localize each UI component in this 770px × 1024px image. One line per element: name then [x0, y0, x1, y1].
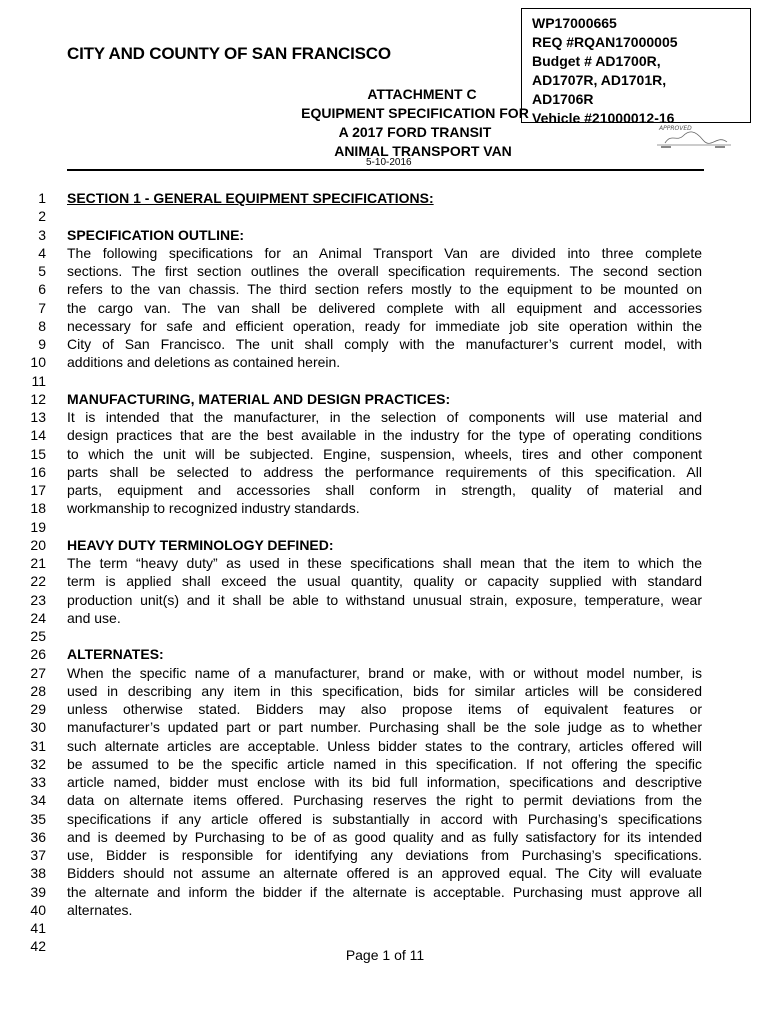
document-line: [0, 353, 770, 371]
budget-line-2: AD1707R, AD1701R,: [532, 72, 667, 88]
line-number: 33: [30, 774, 46, 790]
budget-line-1: Budget # AD1700R,: [532, 53, 661, 69]
budget-line-3: AD1706R: [532, 91, 594, 107]
line-text: production unit(s) and it shall be able to withstand unusual strain, exposure, temperature, wear: [67, 591, 702, 608]
document-date: 5-10-2016: [366, 157, 412, 168]
line-number: 6: [38, 281, 46, 298]
section-heading: MANUFACTURING, MATERIAL AND DESIGN PRACTICES:: [67, 390, 451, 407]
document-line: [0, 700, 770, 718]
line-number: 15: [30, 445, 46, 462]
line-text: It is intended that the manufacturer, in the selection of components will use material and: [67, 409, 702, 425]
document-line: [0, 372, 770, 390]
document-title: [230, 85, 600, 161]
line-text: When the specific name of a manufacturer, brand or make, with or without model number, is: [67, 664, 702, 681]
line-number: 36: [30, 828, 46, 845]
document-line: [0, 810, 770, 828]
document-line: [0, 901, 770, 919]
document-line: [0, 207, 770, 225]
line-text: workmanship to recognized industry standards.: [67, 500, 360, 517]
line-number: 19: [30, 518, 46, 535]
document-line: [0, 390, 770, 408]
line-number: 5: [38, 263, 46, 279]
document-line: [0, 627, 770, 645]
work-order-number: WP17000665: [532, 15, 617, 31]
line-text: use, Bidder is responsible for identifying any deviations from Purchasing’s specifications.: [67, 847, 702, 863]
document-line: [0, 791, 770, 809]
line-number: 26: [30, 646, 46, 663]
section-heading: SECTION 1 - GENERAL EQUIPMENT SPECIFICATIONS:: [67, 190, 434, 206]
line-number: 11: [31, 372, 46, 389]
line-number: 27: [30, 664, 46, 681]
line-number: 24: [30, 609, 46, 626]
page-number: Page 1 of 11: [345, 947, 425, 963]
approval-stamp-label: APPROVED: [659, 125, 692, 132]
document-line: [0, 335, 770, 353]
document-line: [0, 481, 770, 499]
document-line: [0, 426, 770, 444]
organization-name: CITY AND COUNTY OF SAN FRANCISCO: [67, 44, 391, 63]
line-number: 23: [30, 591, 46, 608]
section-heading: ALTERNATES:: [67, 646, 164, 663]
line-number: 28: [30, 682, 46, 699]
line-text: necessary for safe and efficient operation, ready for immediate job site operation within the: [67, 317, 702, 334]
line-number: 29: [30, 701, 46, 717]
line-number: 42: [30, 938, 46, 955]
line-text: refers to the van chassis. The third section refers mostly to the equipment to be mounted on: [67, 281, 702, 298]
document-line: [0, 755, 770, 773]
document-line: [0, 226, 770, 244]
requisition-number: REQ #RQAN17000005: [532, 34, 678, 50]
line-number: 20: [30, 536, 46, 553]
document-line: [0, 536, 770, 554]
line-number: 9: [38, 336, 46, 352]
document-line: [0, 664, 770, 682]
title-line-3: A 2017 FORD TRANSIT: [338, 124, 492, 140]
line-number: 10: [30, 354, 46, 371]
vehicle-number: Vehicle #21000012-16: [532, 110, 675, 126]
line-number: 3: [38, 226, 46, 243]
line-number: 25: [30, 628, 46, 644]
line-number: 31: [30, 737, 46, 754]
document-line: [0, 645, 770, 663]
line-number: 7: [38, 299, 46, 316]
document-line: [0, 609, 770, 627]
document-line: [0, 718, 770, 736]
line-number: 32: [30, 755, 46, 772]
document-line: [0, 682, 770, 700]
document-line: [0, 408, 770, 426]
line-text: Bidders should not assume an alternate offered is an approved equal. The City will evaluate: [67, 865, 702, 882]
document-line: [0, 737, 770, 755]
title-line-1: ATTACHMENT C: [367, 86, 477, 102]
document-line: [0, 591, 770, 609]
line-number: 34: [30, 792, 46, 809]
line-number: 1: [38, 190, 46, 206]
line-number: 30: [30, 719, 46, 736]
section-heading: SPECIFICATION OUTLINE:: [67, 226, 245, 243]
line-number: 14: [30, 427, 46, 444]
document-line: [0, 828, 770, 846]
line-text: manufacturer’s updated part or part number. Purchasing shall be the sole judge as to whether: [67, 719, 702, 736]
line-number: 40: [30, 901, 46, 918]
line-text: parts, equipment and accessories shall conform in strength, quality of material and: [67, 482, 702, 498]
line-number: 2: [38, 208, 46, 225]
document-line: [0, 262, 770, 280]
document-line: [0, 883, 770, 901]
document-line: [0, 189, 770, 207]
line-text: additions and deletions as contained herein.: [67, 354, 341, 371]
document-line: [0, 244, 770, 262]
header-divider: [67, 169, 704, 171]
line-number: 17: [30, 482, 46, 498]
line-text: sections. The first section outlines the overall specification requirements. The second section: [67, 263, 702, 279]
line-number: 41: [30, 920, 46, 936]
line-text: term is applied shall exceed the usual quantity, quality or capacity supplied with standard: [67, 573, 702, 590]
line-text: be assumed to be the specific article named in this specification. If not offering the specific: [67, 755, 702, 772]
document-line: [0, 572, 770, 590]
document-line: [0, 280, 770, 298]
line-number: 8: [38, 317, 46, 334]
line-text: article named, bidder must enclose with its bid full information, specifications and descriptive: [67, 774, 702, 790]
line-number: 39: [30, 883, 46, 900]
line-number: 35: [30, 810, 46, 827]
section-heading: HEAVY DUTY TERMINOLOGY DEFINED:: [67, 536, 334, 553]
line-text: the alternate and inform the bidder if the alternate is acceptable. Purchasing must approve all: [67, 883, 702, 900]
line-number: 12: [30, 390, 46, 407]
document-line: [0, 445, 770, 463]
document-line: [0, 299, 770, 317]
line-number: 38: [30, 865, 46, 882]
line-text: to which the unit will be subjected. Engine, suspension, wheels, tires and other component: [67, 445, 702, 462]
line-number: 18: [30, 500, 46, 517]
document-line: [0, 919, 770, 937]
line-text: The term “heavy duty” as used in these specifications shall mean that the item to which the: [67, 555, 702, 571]
line-text: unless otherwise stated. Bidders may also propose items of equivalent features or: [67, 701, 702, 717]
line-text: parts shall be selected to address the performance requirements of this specification. All: [67, 463, 702, 480]
title-line-4: ANIMAL TRANSPORT VAN: [334, 143, 512, 159]
document-line: [0, 864, 770, 882]
approval-stamp-icon: [655, 124, 735, 150]
line-text: used in describing any item in this specification, bids for similar articles will be considered: [67, 682, 702, 699]
line-text: specifications if any article offered is substantially in accord with Purchasing’s specifications: [67, 810, 702, 827]
document-line: [0, 773, 770, 791]
line-number: 16: [30, 463, 46, 480]
line-text: the cargo van. The van shall be delivered complete with all equipment and accessories: [67, 299, 702, 316]
line-text: City of San Francisco. The unit shall comply with the manufacturer’s current model, with: [67, 336, 702, 352]
line-number: 37: [30, 847, 46, 863]
document-line: [0, 518, 770, 536]
document-line: [0, 317, 770, 335]
line-text: design practices that are the best available in the industry for the type of operating conditions: [67, 427, 702, 444]
line-number: 22: [30, 573, 46, 590]
line-number: 4: [38, 244, 46, 261]
line-text: data on alternate items offered. Purchasing reserves the right to permit deviations from the: [67, 792, 702, 809]
line-text: alternates.: [67, 901, 133, 918]
document-line: [0, 846, 770, 864]
line-number: 21: [30, 555, 46, 571]
line-text: and is deemed by Purchasing to be of as good quality and as fully satisfactory for its intended: [67, 828, 702, 845]
document-line: [0, 463, 770, 481]
line-text: and use.: [67, 609, 121, 626]
document-line: [0, 554, 770, 572]
line-text: such alternate articles are acceptable. Unless bidder states to the contrary, articles offered will: [67, 737, 702, 754]
title-line-2: EQUIPMENT SPECIFICATION FOR: [301, 105, 529, 121]
line-text: The following specifications for an Animal Transport Van are divided into three complete: [67, 244, 702, 261]
line-number: 13: [30, 409, 46, 425]
document-line: [0, 499, 770, 517]
